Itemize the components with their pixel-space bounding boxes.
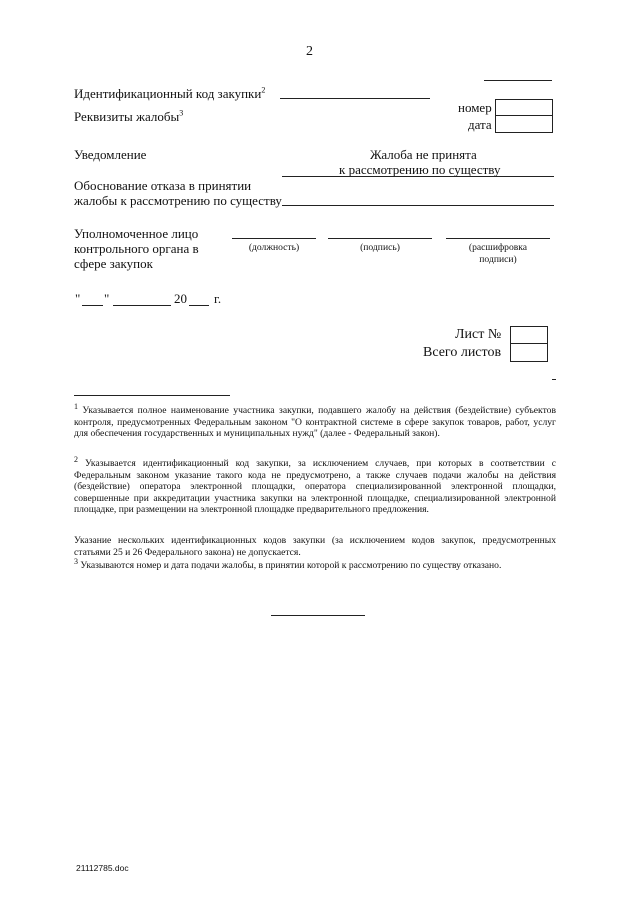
total-sheets-box[interactable] — [510, 343, 548, 362]
notification-label: Уведомление — [74, 147, 147, 162]
official-label-line1: Уполномоченное лицо — [74, 226, 199, 241]
date-year-field[interactable] — [189, 305, 209, 306]
official-label-line2: контрольного органа в — [74, 241, 199, 256]
sheet-number-box[interactable] — [510, 326, 548, 344]
caption-decoding-line1: (расшифровка — [468, 242, 528, 253]
page-number: 2 — [306, 44, 313, 59]
refusal-reason-line2: жалобы к рассмотрению по существу — [74, 193, 282, 208]
complaint-number-box[interactable] — [495, 99, 553, 116]
official-label-line3: сфере закупок — [74, 256, 153, 271]
date-label: дата — [468, 117, 492, 132]
complaint-date-box[interactable] — [495, 115, 553, 133]
position-field[interactable] — [232, 238, 316, 239]
notification-value-line1: Жалоба не принята — [370, 147, 477, 162]
file-name: 21112785.doc — [76, 863, 129, 873]
complaint-details-label: Реквизиты жалобы$^3$ — [74, 108, 184, 124]
caption-decoding-line2: подписи) — [479, 254, 517, 265]
date-day-field[interactable] — [82, 305, 103, 306]
decoding-field[interactable] — [446, 238, 550, 239]
footnote-2-extra: Указание нескольких идентификационных кодов закупки (за исключением кодов закупок, предусмотренных статьями 25 и 26 Федерального закона) не допускается. — [74, 535, 556, 558]
date-quote-open: " — [75, 291, 81, 306]
signature-field[interactable] — [328, 238, 432, 239]
footnote-3: $^3$ Указываются номер и дата подачи жалобы, в принятии которой к рассмотрению по существу отказано. — [74, 556, 502, 571]
notification-value-line2: к рассмотрению по существу — [339, 162, 501, 177]
right-margin-dash — [552, 379, 556, 380]
number-label: номер — [458, 100, 492, 115]
caption-signature: (подпись) — [360, 242, 400, 253]
footnote-2: $^2$ Указывается идентификационный код закупки, за исключением случаев, при которых в соответствии с Федеральным законом указание такого кода не предусмотрено, а также случаев подачи жалобы на действия (бездействие) оператора электронной площадки, оператора специализированной электронной площадки, совершенные при аккредитации участника закупки на электронной площадке, специализированной электронной площадке, при размещении на электронной площадке предварительного предложения. — [74, 454, 556, 516]
notification-underline — [282, 176, 554, 177]
date-month-field[interactable] — [113, 305, 171, 306]
footnote-1: $^1$ Указывается полное наименование участника закупки, подавшего жалобу на действия (бездействие) субъектов контроля, предусмотренных Федеральным законом "О контрактной системе в сфере закупок товаров, работ, услуг для обеспечения государственных и муниципальных нужд" (далее - Федеральный закон). — [74, 401, 556, 440]
caption-position: (должность) — [248, 242, 300, 253]
footnote-separator — [74, 395, 230, 396]
date-year-prefix: 20 — [174, 291, 187, 306]
procurement-code-field[interactable] — [280, 98, 430, 99]
date-suffix: г. — [214, 291, 222, 306]
total-sheets-label: Всего листов — [423, 345, 502, 360]
date-quote-close: " — [104, 291, 110, 306]
refusal-reason-field[interactable] — [282, 205, 554, 206]
sheet-label: Лист № — [455, 327, 502, 342]
refusal-reason-line1: Обоснование отказа в принятии — [74, 178, 252, 193]
end-separator — [271, 615, 365, 616]
top-right-dash — [484, 80, 552, 81]
procurement-code-label: Идентификационный код закупки$^2$ — [74, 85, 266, 101]
